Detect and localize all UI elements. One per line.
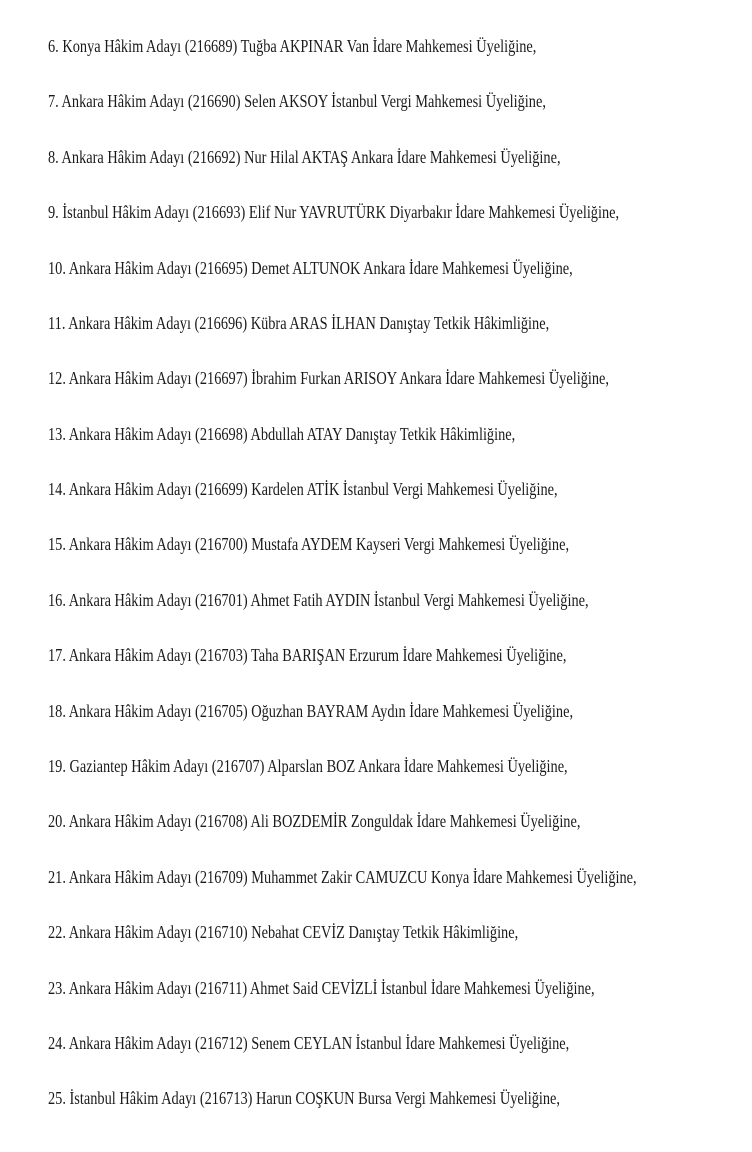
list-item: 22. Ankara Hâkim Adayı (216710) Nebahat CEVİZ Danıştay Tetkik Hâkimliğine, <box>48 922 519 942</box>
list-item: 14. Ankara Hâkim Adayı (216699) Kardelen ATİK İstanbul Vergi Mahkemesi Üyeliğine, <box>48 479 558 499</box>
list-item: 19. Gaziantep Hâkim Adayı (216707) Alparslan BOZ Ankara İdare Mahkemesi Üyeliğine, <box>48 756 568 776</box>
list-item: 21. Ankara Hâkim Adayı (216709) Muhammet Zakir CAMUZCU Konya İdare Mahkemesi Üyeliğine, <box>48 867 637 887</box>
list-item: 12. Ankara Hâkim Adayı (216697) İbrahim Furkan ARISOY Ankara İdare Mahkemesi Üyeliğine, <box>48 368 609 388</box>
list-item: 23. Ankara Hâkim Adayı (216711) Ahmet Said CEVİZLİ İstanbul İdare Mahkemesi Üyeliğine, <box>48 978 595 998</box>
list-item: 16. Ankara Hâkim Adayı (216701) Ahmet Fatih AYDIN İstanbul Vergi Mahkemesi Üyeliğine, <box>48 590 589 610</box>
list-item: 6. Konya Hâkim Adayı (216689) Tuğba AKPINAR Van İdare Mahkemesi Üyeliğine, <box>48 36 537 56</box>
list-item: 8. Ankara Hâkim Adayı (216692) Nur Hilal AKTAŞ Ankara İdare Mahkemesi Üyeliğine, <box>48 147 561 167</box>
list-item: 18. Ankara Hâkim Adayı (216705) Oğuzhan BAYRAM Aydın İdare Mahkemesi Üyeliğine, <box>48 701 574 721</box>
list-item: 15. Ankara Hâkim Adayı (216700) Mustafa AYDEM Kayseri Vergi Mahkemesi Üyeliğine, <box>48 534 570 554</box>
list-item: 11. Ankara Hâkim Adayı (216696) Kübra ARAS İLHAN Danıştay Tetkik Hâkimliğine, <box>48 313 550 333</box>
list-item: 7. Ankara Hâkim Adayı (216690) Selen AKSOY İstanbul Vergi Mahkemesi Üyeliğine, <box>48 91 546 111</box>
list-item: 10. Ankara Hâkim Adayı (216695) Demet ALTUNOK Ankara İdare Mahkemesi Üyeliğine, <box>48 258 573 278</box>
list-item: 9. İstanbul Hâkim Adayı (216693) Elif Nur YAVRUTÜRK Diyarbakır İdare Mahkemesi Üyeliğine, <box>48 202 620 222</box>
list-item: 20. Ankara Hâkim Adayı (216708) Ali BOZDEMİR Zonguldak İdare Mahkemesi Üyeliğine, <box>48 811 581 831</box>
list-item: 17. Ankara Hâkim Adayı (216703) Taha BARIŞAN Erzurum İdare Mahkemesi Üyeliğine, <box>48 645 567 665</box>
list-item: 13. Ankara Hâkim Adayı (216698) Abdullah ATAY Danıştay Tetkik Hâkimliğine, <box>48 424 516 444</box>
list-item: 25. İstanbul Hâkim Adayı (216713) Harun COŞKUN Bursa Vergi Mahkemesi Üyeliğine, <box>48 1088 561 1108</box>
list-item: 24. Ankara Hâkim Adayı (216712) Senem CEYLAN İstanbul İdare Mahkemesi Üyeliğine, <box>48 1033 570 1053</box>
